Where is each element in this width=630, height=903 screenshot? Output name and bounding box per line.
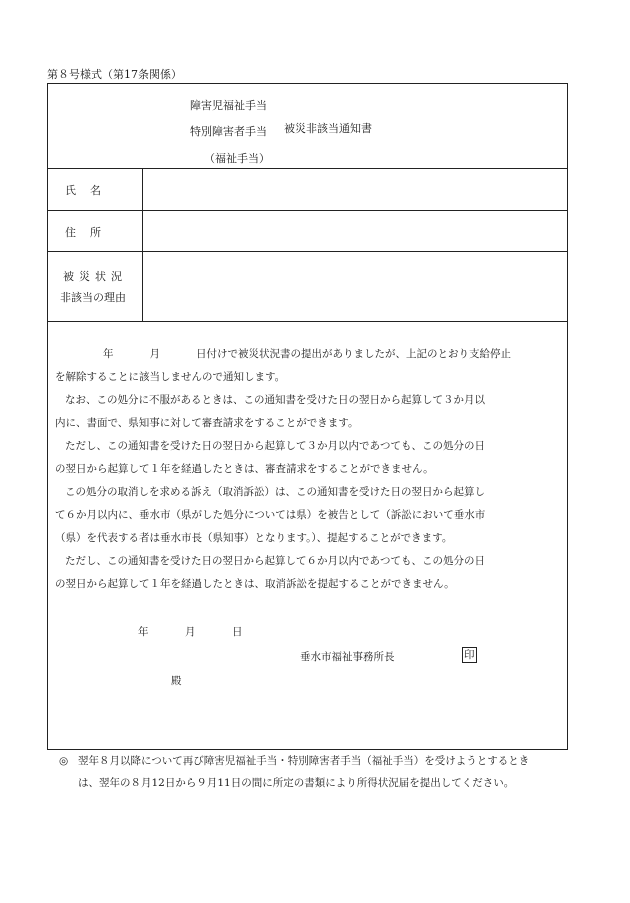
body-text: （県）を代表する者は垂水市長（県知事）となります。）、提起することができます。 — [55, 532, 453, 544]
divider — [48, 251, 567, 252]
body-paragraph-1 — [55, 343, 560, 596]
divider — [48, 168, 567, 169]
footnote-line2: は、翌年の８月12日から９月11日の間に所定の書類により所得状況届を提出してください。 — [78, 777, 515, 789]
form-number: 第８号様式（第17条関係） — [47, 68, 182, 81]
title-line-disabled-child-allowance: 障害児福祉手当 — [190, 99, 267, 112]
date-month: 月 — [185, 626, 196, 638]
body-text: の翌日から起算して１年を経過したときは、審査請求をすることができません。 — [55, 463, 434, 475]
issuer-name: 垂水市福祉事務所長 — [300, 651, 395, 663]
body-text: 日付けで被災状況書の提出がありましたが、上記のとおり支給停止 — [196, 348, 511, 360]
body-text: この処分の取消しを求める訴え（取消訴訟）は、この通知書を受けた日の翌日から起算し — [65, 486, 485, 498]
body-text: なお、この処分に不服があるときは、この通知書を受けた日の翌日から起算して３か月以 — [65, 394, 485, 406]
footnote-line1: 翌年８月以降について再び障害児福祉手当・特別障害者手当（福祉手当）を受けようとするとき — [78, 755, 530, 767]
column-divider — [142, 168, 143, 322]
address-label: 住所 — [65, 226, 115, 239]
date-year: 年 — [138, 626, 149, 638]
seal-mark — [462, 647, 477, 663]
seal-text: 印 — [464, 649, 475, 661]
reason-label-line1: 被災状況 — [63, 270, 127, 283]
body-text: 内に、書面で、県知事に対して審査請求をすることができます。 — [55, 417, 359, 429]
notice-month: 月 — [149, 348, 160, 360]
footnote-mark: ◎ — [59, 755, 69, 767]
reason-label-line2: 非該当の理由 — [60, 291, 126, 304]
name-label: 氏名 — [65, 184, 115, 197]
body-text: ただし、この通知書を受けた日の翌日から起算して３か月以内であつても、この処分の日 — [65, 440, 485, 452]
notice-form-frame — [47, 83, 568, 750]
addressee-suffix: 殿 — [171, 675, 182, 687]
body-text: て６か月以内に、垂水市（県がした処分については県）を被告として（訴訟において垂水市 — [55, 509, 486, 521]
body-text: の翌日から起算して１年を経過したときは、取消訴訟を提起することができません。 — [55, 578, 455, 590]
title-line-special-disability-allowance: 特別障害者手当 — [190, 125, 267, 138]
body-text: を解除することに該当しませんので通知します。 — [55, 371, 286, 383]
date-day: 日 — [232, 626, 243, 638]
title-line-welfare-allowance: （福祉手当） — [204, 152, 270, 165]
divider — [48, 210, 567, 211]
divider — [48, 321, 567, 322]
body-text: ただし、この通知書を受けた日の翌日から起算して６か月以内であつても、この処分の日 — [65, 555, 485, 567]
notice-year: 年 — [103, 348, 114, 360]
title-suffix: 被災非該当通知書 — [284, 122, 372, 135]
